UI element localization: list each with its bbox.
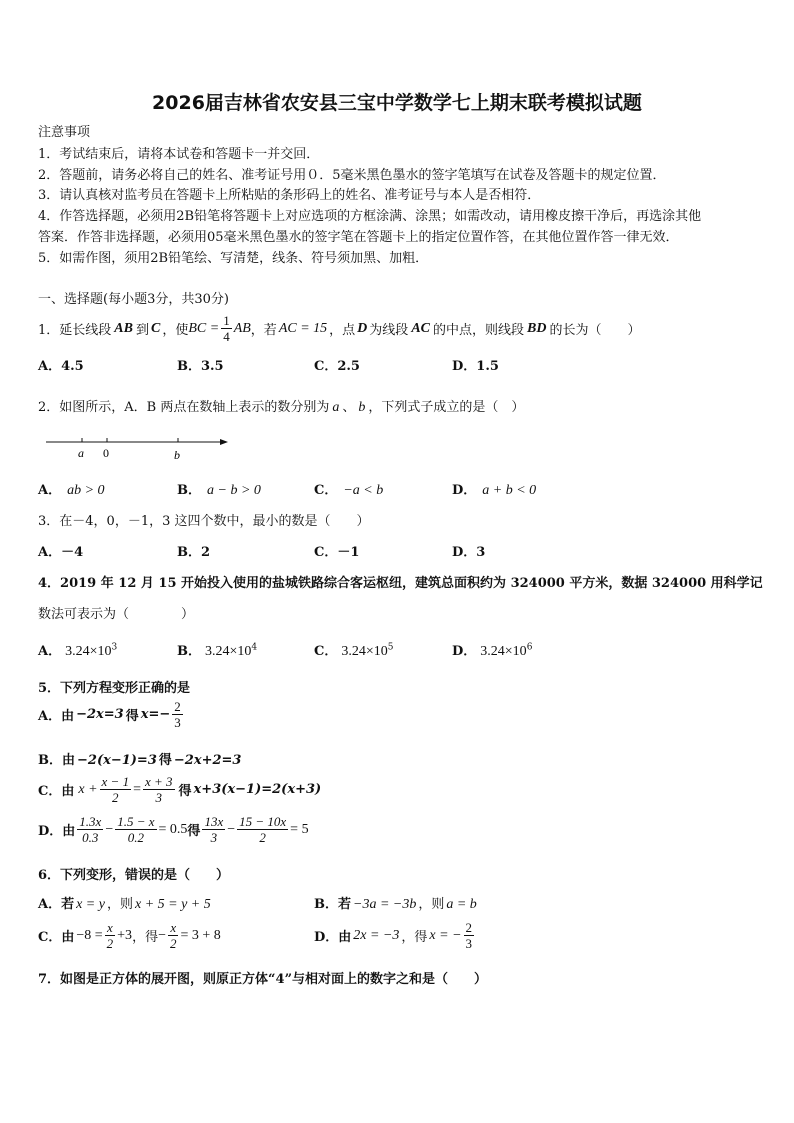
fraction: $\frac{x}{2}$: [106, 920, 114, 951]
q2-text: 、: [342, 400, 356, 415]
option-c[interactable]: C． $3.24\times 10^5$: [314, 642, 394, 659]
option-a[interactable]: A． $3.24\times 10^3$: [38, 642, 118, 659]
option-b[interactable]: B．2: [177, 545, 211, 560]
option-a[interactable]: A．由 −2x=3 得 x=− $\frac{2}{3}$: [38, 699, 181, 730]
question-4-line1: 4．2019 年 12 月 15 开始投入使用的盐城铁路综合客运枢纽，建筑总面积约为 324000 平方米，数据 324000 用科学记: [38, 576, 763, 591]
number-line-figure: [40, 430, 240, 466]
option-d[interactable]: D．1.5: [452, 359, 499, 374]
q1-text: 1．延长线段: [38, 323, 112, 338]
fraction: $\frac{1.5 - x}{0.2}$: [117, 814, 155, 845]
fraction: $\frac{x + 3}{3}$: [144, 774, 173, 805]
option-a[interactable]: A．若 x = y ，则 x + 5 = y + 5: [38, 897, 211, 912]
option-c[interactable]: C．由 −8 = $\frac{x}{2}$ +3 ，得 − $\frac{x}{2}$ = 3 + 8: [38, 920, 221, 951]
option-d[interactable]: D．3: [452, 545, 486, 560]
q2-text: 2．如图所示，A．B 两点在数轴上表示的数分别为: [38, 400, 330, 415]
arrow-icon: [220, 439, 228, 445]
q1-text: ，点: [329, 323, 356, 338]
question-7: 7．如图是正方体的展开图，则原正方体“4”与相对面上的数字之和是（ ）: [38, 972, 488, 987]
notice-item: 3．请认真核对监考员在答题卡上所粘贴的条形码上的姓名、准考证号与本人是否相符．: [38, 188, 541, 203]
notice-item: 2．答题前，请务必将自己的姓名、准考证号用０．5毫米黑色墨水的签字笔填写在试卷及答题卡的规定位置．: [38, 168, 666, 183]
q1-ac: AC: [411, 320, 430, 336]
option-c[interactable]: C．2.5: [314, 359, 360, 374]
notice-item: 1．考试结束后，请将本试卷和答题卡一并交回．: [38, 147, 320, 162]
option-d[interactable]: D．由 $\frac{1.3x}{0.3}$ − $\frac{1.5 - x}{0.2}$ = 0.5 得 $\frac{13x}{3}$ − $\frac{15 - 10x}{2}$ = 5: [38, 814, 309, 845]
question-2: [38, 396, 524, 416]
notice-item: 答案．作答非选择题，必须用05毫米黑色墨水的签字笔在答题卡上的指定位置作答，在其他位置作答一律无效．: [38, 230, 679, 245]
q2-a: a: [332, 400, 340, 415]
option-d[interactable]: D． $3.24\times 10^6$: [452, 642, 533, 659]
q1-c: C: [150, 320, 161, 336]
q1-text: 为线段: [369, 323, 409, 338]
question-4-line2: 数法可表示为（ ）: [38, 607, 195, 622]
q1-text: 的中点，则线段: [433, 323, 525, 338]
question-1: [38, 314, 640, 343]
fraction: $\frac{x}{2}$: [169, 920, 177, 951]
fraction: $\frac{2}{3}$: [174, 699, 181, 730]
option-a[interactable]: A． ab > 0: [38, 483, 105, 498]
fraction: $\frac{1.3x}{0.3}$: [79, 814, 102, 845]
fraction: $\frac{2}{3}$: [465, 920, 473, 951]
option-b[interactable]: B．由 −2(x−1)=3 得 −2x+2=3: [38, 753, 242, 768]
fraction: $\frac{13x}{3}$: [204, 814, 224, 845]
q1-ab: AB: [114, 320, 133, 336]
notice-heading: 注意事项: [38, 125, 91, 140]
q2-text: ，下列式子成立的是（ ）: [368, 400, 525, 415]
option-d[interactable]: D．由 2x = −3 ，得 x = − $\frac{2}{3}$: [314, 920, 473, 951]
q1-d: D: [357, 320, 368, 336]
question-6: 6．下列变形，错误的是（ ）: [38, 868, 230, 883]
option-a[interactable]: A．4.5: [38, 359, 84, 374]
notice-item: 5．如需作图，须用2B铅笔绘、写清楚，线条、符号须加黑、加粗．: [38, 251, 429, 266]
q1-eq: AC = 15: [278, 320, 328, 336]
q2-b: b: [358, 400, 366, 415]
q1-text: 的长为（ ）: [549, 323, 641, 338]
axis-label-b: b: [174, 448, 180, 462]
option-d[interactable]: D． a + b < 0: [452, 483, 537, 498]
section-heading: 一、选择题(每小题3分，共30分): [38, 292, 229, 307]
option-a[interactable]: A．－4: [38, 545, 84, 560]
option-c[interactable]: C．由 x + $\frac{x - 1}{2}$ = $\frac{x + 3}{3}$ 得 x+3(x−1)=2(x+3): [38, 774, 322, 805]
option-b[interactable]: B．若 −3a = −3b ，则 a = b: [314, 897, 477, 912]
q1-eq: BC =: [188, 320, 220, 336]
q1-bd: BD: [527, 320, 547, 336]
option-c[interactable]: C． −a < b: [314, 483, 384, 498]
axis-label-zero: 0: [103, 446, 109, 460]
page-title: 2026届吉林省农安县三宝中学数学七上期末联考模拟试题: [152, 92, 642, 114]
q1-text: ，使: [162, 323, 189, 338]
option-b[interactable]: B． a − b > 0: [177, 483, 261, 498]
option-b[interactable]: B． $3.24\times 10^4$: [177, 642, 258, 659]
fraction: $\frac{x - 1}{2}$: [101, 774, 130, 805]
axis-label-a: a: [78, 446, 84, 460]
option-b[interactable]: B．3.5: [177, 359, 224, 374]
fraction: $\frac{15 - 10x}{2}$: [239, 814, 287, 845]
q1-text: ，若: [250, 323, 277, 338]
question-5: 5．下列方程变形正确的是: [38, 681, 191, 696]
fraction: $\frac{1}{4}$: [223, 313, 230, 344]
q1-text: 到: [135, 323, 149, 338]
notice-item: 4．作答选择题，必须用2B铅笔将答题卡上对应选项的方框涂满、涂黑；如需改动，请用橡皮擦干净后，再选涂其他: [38, 209, 702, 224]
question-3: 3．在－4，0，－1，3 这四个数中，最小的数是（ ）: [38, 514, 370, 529]
q1-eq: AB: [233, 320, 251, 336]
option-c[interactable]: C．－1: [314, 545, 360, 560]
